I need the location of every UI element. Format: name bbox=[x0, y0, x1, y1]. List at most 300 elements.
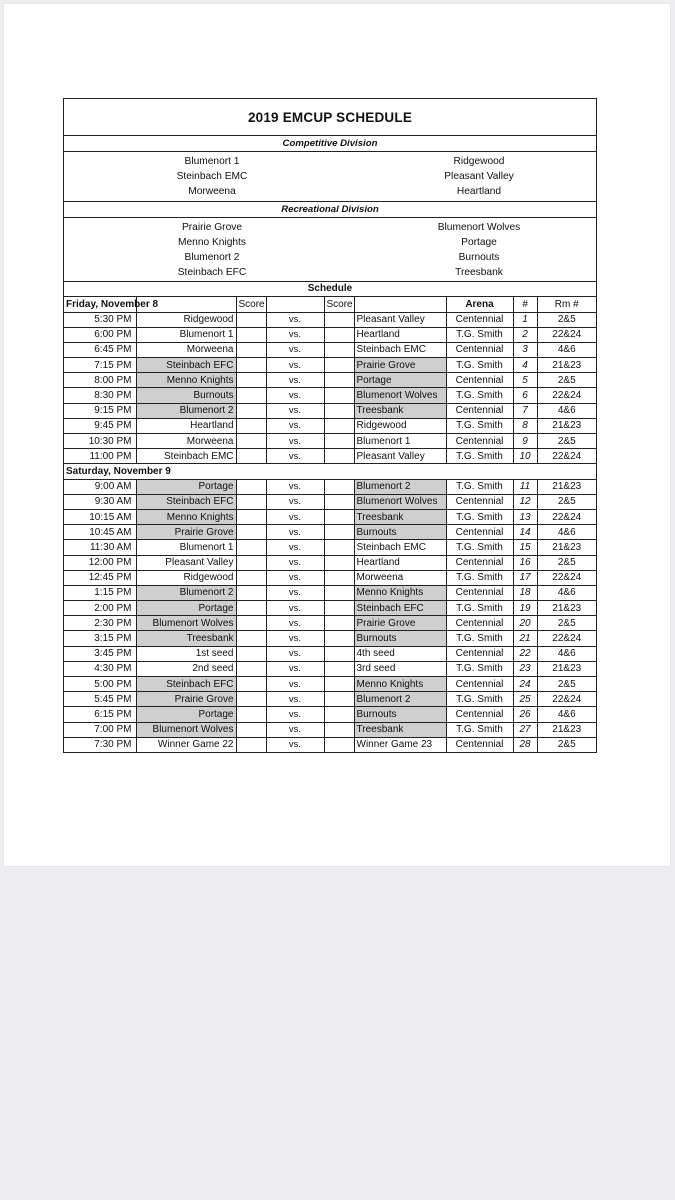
away-score bbox=[324, 661, 354, 676]
team-name: Burnouts bbox=[458, 251, 500, 263]
away-team: 3rd seed bbox=[354, 661, 446, 676]
home-team: Morweena bbox=[136, 342, 236, 357]
game-row bbox=[64, 661, 596, 676]
room-numbers: 22&24 bbox=[537, 692, 596, 707]
vs-label: vs. bbox=[266, 312, 324, 327]
arena: Centennial bbox=[446, 434, 513, 449]
room-numbers: 4&6 bbox=[537, 342, 596, 357]
home-team: Prairie Grove bbox=[136, 525, 236, 540]
vs-label: vs. bbox=[266, 342, 324, 357]
game-time: 12:45 PM bbox=[64, 570, 136, 585]
game-number: 20 bbox=[513, 616, 537, 631]
game-time: 10:30 PM bbox=[64, 434, 136, 449]
away-team: Blumenort 1 bbox=[354, 434, 446, 449]
schedule-heading: Schedule bbox=[64, 282, 596, 297]
game-number: 27 bbox=[513, 722, 537, 737]
away-team: Blumenort Wolves bbox=[354, 494, 446, 509]
room-numbers: 22&24 bbox=[537, 449, 596, 464]
room-numbers: 2&5 bbox=[537, 434, 596, 449]
away-score bbox=[324, 509, 354, 524]
team-pair bbox=[64, 154, 596, 169]
home-team: Morweena bbox=[136, 434, 236, 449]
team-pair bbox=[64, 220, 596, 235]
day-label: Friday, November 8 bbox=[64, 297, 136, 312]
home-score bbox=[236, 418, 266, 433]
vs-label: vs. bbox=[266, 509, 324, 524]
game-number: 13 bbox=[513, 509, 537, 524]
arena: Centennial bbox=[446, 737, 513, 752]
away-score bbox=[324, 403, 354, 418]
vs-label: vs. bbox=[266, 601, 324, 616]
vs-label: vs. bbox=[266, 388, 324, 403]
game-time: 9:00 AM bbox=[64, 479, 136, 494]
away-score bbox=[324, 677, 354, 692]
home-team: Steinbach EFC bbox=[136, 358, 236, 373]
team-name: Blumenort 1 bbox=[184, 156, 240, 167]
game-number: 3 bbox=[513, 342, 537, 357]
arena: T.G. Smith bbox=[446, 358, 513, 373]
room-numbers: 22&24 bbox=[537, 631, 596, 646]
arena: T.G. Smith bbox=[446, 631, 513, 646]
home-team: Steinbach EFC bbox=[136, 677, 236, 692]
game-row bbox=[64, 327, 596, 342]
home-team: 1st seed bbox=[136, 646, 236, 661]
home-score bbox=[236, 585, 266, 600]
arena: T.G. Smith bbox=[446, 540, 513, 555]
room-numbers: 21&23 bbox=[537, 661, 596, 676]
room-numbers: 2&5 bbox=[537, 616, 596, 631]
room-numbers: 2&5 bbox=[537, 677, 596, 692]
day-header-row bbox=[64, 297, 596, 312]
arena: Centennial bbox=[446, 646, 513, 661]
home-score bbox=[236, 722, 266, 737]
game-number: 18 bbox=[513, 585, 537, 600]
home-score bbox=[236, 327, 266, 342]
team-name: Steinbach EMC bbox=[176, 171, 248, 183]
vs-label: vs. bbox=[266, 479, 324, 494]
vs-label: vs. bbox=[266, 494, 324, 509]
game-time: 7:15 PM bbox=[64, 358, 136, 373]
home-team: Portage bbox=[136, 707, 236, 722]
room-numbers: 22&24 bbox=[537, 388, 596, 403]
arena: Centennial bbox=[446, 525, 513, 540]
schedule-body bbox=[64, 297, 596, 752]
away-score bbox=[324, 601, 354, 616]
vs-label: vs. bbox=[266, 692, 324, 707]
game-row bbox=[64, 570, 596, 585]
home-score bbox=[236, 692, 266, 707]
away-score bbox=[324, 449, 354, 464]
game-row bbox=[64, 418, 596, 433]
arena: T.G. Smith bbox=[446, 661, 513, 676]
away-score bbox=[324, 707, 354, 722]
game-row bbox=[64, 434, 596, 449]
vs-label: vs. bbox=[266, 540, 324, 555]
game-row bbox=[64, 677, 596, 692]
game-row bbox=[64, 373, 596, 388]
home-score bbox=[236, 707, 266, 722]
game-time: 8:00 PM bbox=[64, 373, 136, 388]
arena: T.G. Smith bbox=[446, 388, 513, 403]
home-team: Ridgewood bbox=[136, 312, 236, 327]
vs-label: vs. bbox=[266, 327, 324, 342]
game-time: 7:30 PM bbox=[64, 737, 136, 752]
document-page bbox=[4, 4, 670, 866]
game-time: 11:30 AM bbox=[64, 540, 136, 555]
away-team: Prairie Grove bbox=[354, 616, 446, 631]
room-numbers: 22&24 bbox=[537, 509, 596, 524]
away-score bbox=[324, 342, 354, 357]
room-numbers: 21&23 bbox=[537, 358, 596, 373]
team-name: Blumenort Wolves bbox=[437, 221, 521, 233]
home-score bbox=[236, 661, 266, 676]
room-header: Rm # bbox=[537, 297, 596, 312]
home-score bbox=[236, 509, 266, 524]
game-time: 10:45 AM bbox=[64, 525, 136, 540]
vs-label: vs. bbox=[266, 737, 324, 752]
game-number: 2 bbox=[513, 327, 537, 342]
score-header: Score bbox=[236, 297, 266, 312]
team-name: Ridgewood bbox=[453, 156, 505, 167]
away-team: Treesbank bbox=[354, 722, 446, 737]
away-team: Burnouts bbox=[354, 525, 446, 540]
away-team: Steinbach EMC bbox=[354, 540, 446, 555]
game-row bbox=[64, 388, 596, 403]
vs-label: vs. bbox=[266, 646, 324, 661]
room-numbers: 2&5 bbox=[557, 739, 576, 751]
home-team: Menno Knights bbox=[136, 509, 236, 524]
home-score bbox=[236, 540, 266, 555]
home-team: Burnouts bbox=[136, 388, 236, 403]
game-time: 6:00 PM bbox=[64, 327, 136, 342]
arena: Centennial bbox=[446, 342, 513, 357]
game-time: 9:30 AM bbox=[64, 494, 136, 509]
home-team: Treesbank bbox=[136, 631, 236, 646]
home-team: Winner Game 22 bbox=[136, 737, 236, 752]
home-team: Blumenort Wolves bbox=[136, 722, 236, 737]
room-numbers: 21&23 bbox=[537, 418, 596, 433]
arena-header: Arena bbox=[446, 297, 513, 312]
arena: Centennial bbox=[446, 373, 513, 388]
vs-label: vs. bbox=[266, 707, 324, 722]
vs-label: vs. bbox=[266, 449, 324, 464]
game-row bbox=[64, 342, 596, 357]
away-team: Heartland bbox=[354, 327, 446, 342]
game-row bbox=[64, 555, 596, 570]
away-score bbox=[324, 388, 354, 403]
home-team: Pleasant Valley bbox=[136, 555, 236, 570]
away-team: Blumenort 2 bbox=[354, 692, 446, 707]
recreational-team-list bbox=[64, 218, 596, 283]
room-numbers: 2&5 bbox=[537, 555, 596, 570]
away-team: Menno Knights bbox=[354, 585, 446, 600]
game-time: 3:45 PM bbox=[64, 646, 136, 661]
arena: Centennial bbox=[446, 707, 513, 722]
game-number: 8 bbox=[513, 418, 537, 433]
arena: T.G. Smith bbox=[446, 601, 513, 616]
arena: Centennial bbox=[446, 585, 513, 600]
home-team: Steinbach EMC bbox=[136, 449, 236, 464]
game-row bbox=[64, 601, 596, 616]
arena: Centennial bbox=[446, 555, 513, 570]
away-score bbox=[324, 540, 354, 555]
game-time: 6:15 PM bbox=[64, 707, 136, 722]
game-row bbox=[64, 403, 596, 418]
team-name: Treesbank bbox=[455, 267, 503, 279]
game-number: 23 bbox=[513, 661, 537, 676]
game-number: 14 bbox=[513, 525, 537, 540]
vs-label: vs. bbox=[266, 358, 324, 373]
team-pair bbox=[64, 250, 596, 265]
home-score bbox=[236, 479, 266, 494]
away-team: Menno Knights bbox=[354, 677, 446, 692]
game-number: 24 bbox=[513, 677, 537, 692]
home-team: Prairie Grove bbox=[136, 692, 236, 707]
team-name: Prairie Grove bbox=[181, 221, 242, 233]
arena: T.G. Smith bbox=[446, 327, 513, 342]
away-score bbox=[324, 327, 354, 342]
game-number: 4 bbox=[513, 358, 537, 373]
vs-label: vs. bbox=[266, 585, 324, 600]
away-team: Ridgewood bbox=[354, 418, 446, 433]
home-team: Heartland bbox=[136, 418, 236, 433]
team-name: Portage bbox=[461, 236, 497, 248]
room-numbers: 21&23 bbox=[537, 479, 596, 494]
arena: Centennial bbox=[446, 494, 513, 509]
home-score bbox=[236, 646, 266, 661]
game-number: 16 bbox=[513, 555, 537, 570]
vs-label: vs. bbox=[266, 555, 324, 570]
home-team: Portage bbox=[136, 601, 236, 616]
home-score bbox=[236, 388, 266, 403]
room-numbers: 4&6 bbox=[537, 525, 596, 540]
away-team: Steinbach EMC bbox=[354, 342, 446, 357]
vs-label: vs. bbox=[266, 677, 324, 692]
away-team: Morweena bbox=[354, 570, 446, 585]
room-numbers: 2&5 bbox=[537, 494, 596, 509]
game-number: 5 bbox=[513, 373, 537, 388]
vs-label: vs. bbox=[266, 403, 324, 418]
away-team: Portage bbox=[354, 373, 446, 388]
home-score bbox=[236, 570, 266, 585]
away-score bbox=[324, 737, 354, 752]
game-row bbox=[64, 707, 596, 722]
competitive-team-list bbox=[64, 152, 596, 202]
game-time: 5:45 PM bbox=[64, 692, 136, 707]
home-score bbox=[236, 373, 266, 388]
vs-label: vs. bbox=[266, 722, 324, 737]
score-header: Score bbox=[324, 297, 354, 312]
home-score bbox=[236, 312, 266, 327]
away-score bbox=[324, 692, 354, 707]
team-pair bbox=[64, 265, 596, 280]
away-team: Heartland bbox=[354, 555, 446, 570]
game-row bbox=[64, 692, 596, 707]
blank-cell bbox=[266, 297, 324, 312]
game-row bbox=[64, 722, 596, 737]
game-row bbox=[64, 312, 596, 327]
game-time: 5:00 PM bbox=[64, 677, 136, 692]
game-number: 11 bbox=[513, 479, 537, 494]
home-team: Blumenort 1 bbox=[136, 540, 236, 555]
away-team: Prairie Grove bbox=[354, 358, 446, 373]
home-team: Menno Knights bbox=[136, 373, 236, 388]
away-score bbox=[324, 418, 354, 433]
document-title: 2019 EMCUP SCHEDULE bbox=[64, 99, 596, 136]
arena: T.G. Smith bbox=[446, 418, 513, 433]
room-numbers: 4&6 bbox=[537, 646, 596, 661]
away-team: Burnouts bbox=[354, 631, 446, 646]
game-time: 1:15 PM bbox=[64, 585, 136, 600]
away-score bbox=[324, 525, 354, 540]
game-time: 2:00 PM bbox=[64, 601, 136, 616]
game-row bbox=[64, 737, 596, 752]
team-pair bbox=[64, 184, 596, 199]
room-numbers: 4&6 bbox=[537, 403, 596, 418]
away-team: Treesbank bbox=[354, 509, 446, 524]
home-score bbox=[236, 403, 266, 418]
arena: Centennial bbox=[446, 403, 513, 418]
game-time: 10:15 AM bbox=[64, 509, 136, 524]
team-pair bbox=[64, 169, 596, 184]
team-name: Heartland bbox=[456, 186, 502, 198]
away-score bbox=[324, 373, 354, 388]
game-number: 25 bbox=[513, 692, 537, 707]
game-time: 9:15 PM bbox=[64, 403, 136, 418]
away-team: Blumenort Wolves bbox=[354, 388, 446, 403]
game-row bbox=[64, 494, 596, 509]
away-score bbox=[324, 570, 354, 585]
game-row bbox=[64, 631, 596, 646]
arena: Centennial bbox=[446, 312, 513, 327]
game-time: 4:30 PM bbox=[64, 661, 136, 676]
arena: T.G. Smith bbox=[446, 570, 513, 585]
away-score bbox=[324, 434, 354, 449]
away-score bbox=[324, 631, 354, 646]
recreational-division-heading: Recreational Division bbox=[64, 202, 596, 218]
game-number: 28 bbox=[513, 737, 537, 752]
schedule-table bbox=[64, 297, 596, 752]
game-number: 17 bbox=[513, 570, 537, 585]
game-time: 8:30 PM bbox=[64, 388, 136, 403]
schedule-sheet bbox=[63, 98, 597, 753]
game-number: 19 bbox=[513, 601, 537, 616]
home-team: 2nd seed bbox=[136, 661, 236, 676]
home-score bbox=[236, 342, 266, 357]
game-time: 9:45 PM bbox=[64, 418, 136, 433]
team-name: Menno Knights bbox=[178, 236, 246, 248]
game-number-header: # bbox=[513, 297, 537, 312]
away-team: Winner Game 23 bbox=[354, 737, 446, 752]
home-team: Blumenort Wolves bbox=[136, 616, 236, 631]
away-score bbox=[324, 358, 354, 373]
away-team: Blumenort 2 bbox=[354, 479, 446, 494]
away-score bbox=[324, 479, 354, 494]
arena: T.G. Smith bbox=[446, 449, 513, 464]
game-row bbox=[64, 525, 596, 540]
home-team: Blumenort 1 bbox=[136, 327, 236, 342]
competitive-division-heading: Competitive Division bbox=[64, 136, 596, 152]
game-time: 11:00 PM bbox=[64, 449, 136, 464]
room-numbers: 21&23 bbox=[537, 601, 596, 616]
day-header-row bbox=[64, 464, 596, 479]
home-score bbox=[236, 358, 266, 373]
arena: Centennial bbox=[446, 616, 513, 631]
team-name: Pleasant Valley bbox=[444, 171, 514, 183]
game-number: 15 bbox=[513, 540, 537, 555]
game-time: 6:45 PM bbox=[64, 342, 136, 357]
game-row bbox=[64, 540, 596, 555]
home-team: Steinbach EFC bbox=[136, 494, 236, 509]
arena: Centennial bbox=[446, 677, 513, 692]
room-numbers: 22&24 bbox=[537, 327, 596, 342]
arena: T.G. Smith bbox=[446, 722, 513, 737]
room-numbers: 4&6 bbox=[537, 707, 596, 722]
home-score bbox=[236, 525, 266, 540]
game-time: 2:30 PM bbox=[64, 616, 136, 631]
game-number: 22 bbox=[513, 646, 537, 661]
away-score bbox=[324, 494, 354, 509]
vs-label: vs. bbox=[266, 373, 324, 388]
away-team: Steinbach EFC bbox=[354, 601, 446, 616]
away-score bbox=[324, 555, 354, 570]
vs-label: vs. bbox=[266, 631, 324, 646]
away-team: Treesbank bbox=[354, 403, 446, 418]
day-label: Saturday, November 9 bbox=[64, 464, 596, 479]
arena: T.G. Smith bbox=[446, 692, 513, 707]
room-numbers: 21&23 bbox=[537, 540, 596, 555]
away-team: Burnouts bbox=[354, 707, 446, 722]
home-score bbox=[236, 616, 266, 631]
vs-label: vs. bbox=[266, 616, 324, 631]
away-team: 4th seed bbox=[354, 646, 446, 661]
home-score bbox=[236, 494, 266, 509]
arena: T.G. Smith bbox=[446, 509, 513, 524]
home-score bbox=[236, 601, 266, 616]
room-numbers: 2&5 bbox=[537, 312, 596, 327]
game-number: 1 bbox=[513, 312, 537, 327]
home-score bbox=[236, 631, 266, 646]
game-row bbox=[64, 616, 596, 631]
home-score bbox=[236, 434, 266, 449]
home-score bbox=[236, 677, 266, 692]
team-pair bbox=[64, 235, 596, 250]
vs-label: vs. bbox=[266, 661, 324, 676]
blank-cell bbox=[354, 297, 446, 312]
game-number: 10 bbox=[513, 449, 537, 464]
game-number: 12 bbox=[513, 494, 537, 509]
room-numbers: 21&23 bbox=[537, 722, 596, 737]
away-score bbox=[324, 585, 354, 600]
game-number: 26 bbox=[513, 707, 537, 722]
game-row bbox=[64, 479, 596, 494]
arena: T.G. Smith bbox=[446, 479, 513, 494]
home-score bbox=[236, 449, 266, 464]
game-time: 3:15 PM bbox=[64, 631, 136, 646]
vs-label: vs. bbox=[266, 434, 324, 449]
away-score bbox=[324, 722, 354, 737]
team-name: Steinbach EFC bbox=[177, 267, 247, 279]
game-number: 7 bbox=[513, 403, 537, 418]
home-team: Blumenort 2 bbox=[136, 585, 236, 600]
game-number: 6 bbox=[513, 388, 537, 403]
room-numbers: 4&6 bbox=[537, 585, 596, 600]
home-team: Portage bbox=[136, 479, 236, 494]
away-score bbox=[324, 646, 354, 661]
game-row bbox=[64, 646, 596, 661]
away-team: Pleasant Valley bbox=[354, 312, 446, 327]
game-row bbox=[64, 449, 596, 464]
